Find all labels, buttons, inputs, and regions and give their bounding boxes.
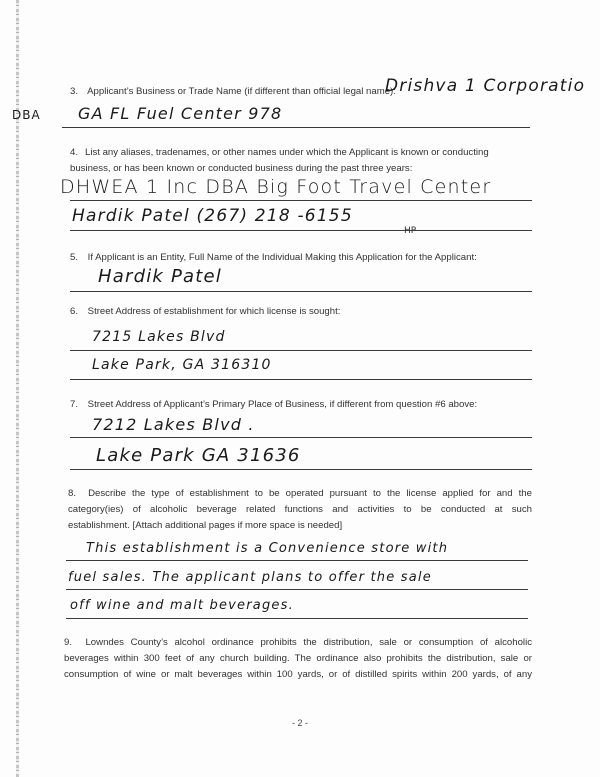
answer-7-line-2: Lake Park GA 31636 xyxy=(96,445,301,466)
question-text: Describe the type of establishment to be operated pursuant to the license applied for and the xyxy=(88,488,532,499)
question-number: 5. xyxy=(70,252,79,263)
answer-line xyxy=(70,230,532,231)
page-number: - 2 - xyxy=(291,718,308,728)
question-number: 4. xyxy=(70,147,79,158)
answer-8-line-3: off wine and malt beverages. xyxy=(70,598,294,613)
question-text: establishment. [Attach additional pages if more space is needed] xyxy=(68,520,343,531)
question-text: Street Address of establishment for which license is sought: xyxy=(87,306,341,317)
question-9-label xyxy=(64,635,532,683)
answer-line xyxy=(70,291,532,292)
answer-line xyxy=(70,469,532,470)
answer-5-line-1: Hardik Patel xyxy=(98,266,222,287)
question-number: 6. xyxy=(70,306,79,317)
answer-3-line-1: GA FL Fuel Center 978 xyxy=(78,104,283,123)
answer-line xyxy=(66,618,528,619)
answer-line xyxy=(70,200,532,201)
question-text: business, or has been known or conducted business during the past three years: xyxy=(70,163,413,174)
answer-line xyxy=(70,350,532,351)
answer-4-line-2: Hardik Patel (267) 218 -6155 xyxy=(72,206,353,226)
question-text: Applicant’s Business or Trade Name (if different than official legal name): xyxy=(87,86,396,97)
question-text: category(ies) of alcoholic beverage related functions and activities to be conducted at such xyxy=(68,504,532,515)
question-text: List any aliases, tradenames, or other names under which the Applicant is known or conducting xyxy=(85,147,489,158)
question-6-label xyxy=(70,304,340,320)
question-5-label xyxy=(70,250,477,266)
answer-7-line-1: 7212 Lakes Blvd . xyxy=(92,415,255,434)
answer-3-inline: Drishva 1 Corporatio xyxy=(385,76,586,96)
initials: HP xyxy=(404,226,417,236)
question-number: 9. xyxy=(64,637,73,648)
question-text: beverages within 300 feet of any church building. The ordinance also prohibits the distribution, sale or xyxy=(64,653,532,664)
answer-line xyxy=(66,560,528,561)
dba-label: DBA xyxy=(12,108,41,122)
answer-6-line-1: 7215 Lakes Blvd xyxy=(92,329,226,345)
answer-6-line-2: Lake Park, GA 316310 xyxy=(92,357,272,373)
answer-8-line-2: fuel sales. The applicant plans to offer the sale xyxy=(68,570,432,585)
question-3-label xyxy=(70,84,396,100)
question-text: Street Address of Applicant’s Primary Place of Business, if different from question #6 above: xyxy=(87,399,478,410)
answer-line xyxy=(62,127,530,128)
question-number: 3. xyxy=(70,86,79,97)
answer-line xyxy=(70,379,532,380)
question-4-label xyxy=(70,145,530,177)
question-text: Lowndes County’s alcohol ordinance prohibits the distribution, sale or consumption of alcoholic xyxy=(85,637,532,648)
answer-4-line-1: DHWEA 1 Inc DBA Big Foot Travel Center xyxy=(60,176,492,198)
question-text: consumption of wine or malt beverages within 100 yards, or of distilled spirits within 200 yards, of any xyxy=(64,669,532,680)
question-text: If Applicant is an Entity, Full Name of the Individual Making this Application for the Applicant: xyxy=(87,252,477,263)
answer-line xyxy=(70,437,532,438)
question-number: 8. xyxy=(68,488,77,499)
question-number: 7. xyxy=(70,399,79,410)
answer-line xyxy=(66,589,528,590)
answer-8-line-1: This establishment is a Convenience store with xyxy=(86,541,449,556)
question-7-label xyxy=(70,397,477,413)
question-8-label xyxy=(68,486,532,534)
